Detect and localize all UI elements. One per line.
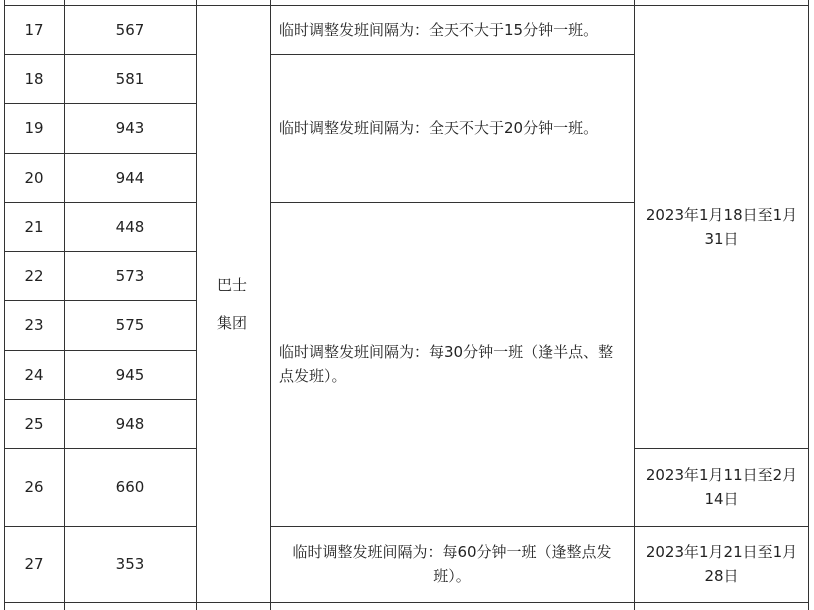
grid-line <box>4 251 196 252</box>
row-22-route: 573 <box>115 266 145 285</box>
row-21-seq: 21 <box>24 217 44 236</box>
grid-line <box>4 103 196 104</box>
period-jan11-feb14: 2023年1月11日至2月14日 <box>645 466 798 508</box>
grid-line <box>4 602 809 603</box>
adjustment-20min: 临时调整发班间隔为：全天不大于20分钟一班。 <box>279 119 599 137</box>
row-18-route: 581 <box>115 69 145 88</box>
period-jan18-jan31: 2023年1月18日至1月31日 <box>645 205 798 248</box>
grid-line <box>270 526 809 527</box>
row-24-route: 945 <box>115 365 145 384</box>
row-20-route: 944 <box>115 168 145 187</box>
row-22-seq: 22 <box>24 266 44 285</box>
row-19-seq: 19 <box>24 119 44 137</box>
grid-line <box>270 54 634 55</box>
grid-line <box>270 202 634 203</box>
row-20-seq: 20 <box>24 168 44 187</box>
row-27-route: 353 <box>115 555 145 573</box>
row-23-route: 575 <box>115 316 145 334</box>
row-17-route: 567 <box>115 20 145 39</box>
row-25-seq: 25 <box>24 414 44 433</box>
grid-line <box>4 300 196 301</box>
grid-line <box>196 0 197 610</box>
period-jan21-jan28: 2023年1月21日至1月28日 <box>645 543 798 585</box>
grid-line <box>634 0 635 610</box>
row-27-seq: 27 <box>24 555 44 573</box>
adjustment-60min: 临时调整发班间隔为：每60分钟一班（逢整点发班）。 <box>292 543 612 585</box>
adjustment-30min: 临时调整发班间隔为：每30分钟一班（逢半点、整点发班）。 <box>279 343 614 385</box>
grid-line <box>4 448 196 449</box>
row-18-seq: 18 <box>24 69 44 88</box>
row-25-route: 948 <box>115 414 145 433</box>
company-cell: 巴士 集团 <box>217 276 248 332</box>
row-26-seq: 26 <box>24 478 44 496</box>
row-24-seq: 24 <box>24 365 44 384</box>
grid-line <box>4 350 196 351</box>
grid-line <box>634 448 809 449</box>
adjustment-15min: 临时调整发班间隔为：全天不大于15分钟一班。 <box>279 20 599 39</box>
grid-line <box>4 399 196 400</box>
grid-line <box>4 54 196 55</box>
row-23-seq: 23 <box>24 316 44 334</box>
grid-line <box>4 5 809 6</box>
row-17-seq: 17 <box>24 20 44 39</box>
grid-line <box>270 0 271 610</box>
grid-line <box>4 0 5 610</box>
grid-line <box>4 153 196 154</box>
row-19-route: 943 <box>115 119 145 137</box>
grid-line <box>64 0 65 610</box>
row-26-route: 660 <box>115 478 145 496</box>
grid-line <box>808 0 809 610</box>
grid-line <box>4 526 196 527</box>
row-21-route: 448 <box>115 217 145 236</box>
grid-line <box>4 202 196 203</box>
